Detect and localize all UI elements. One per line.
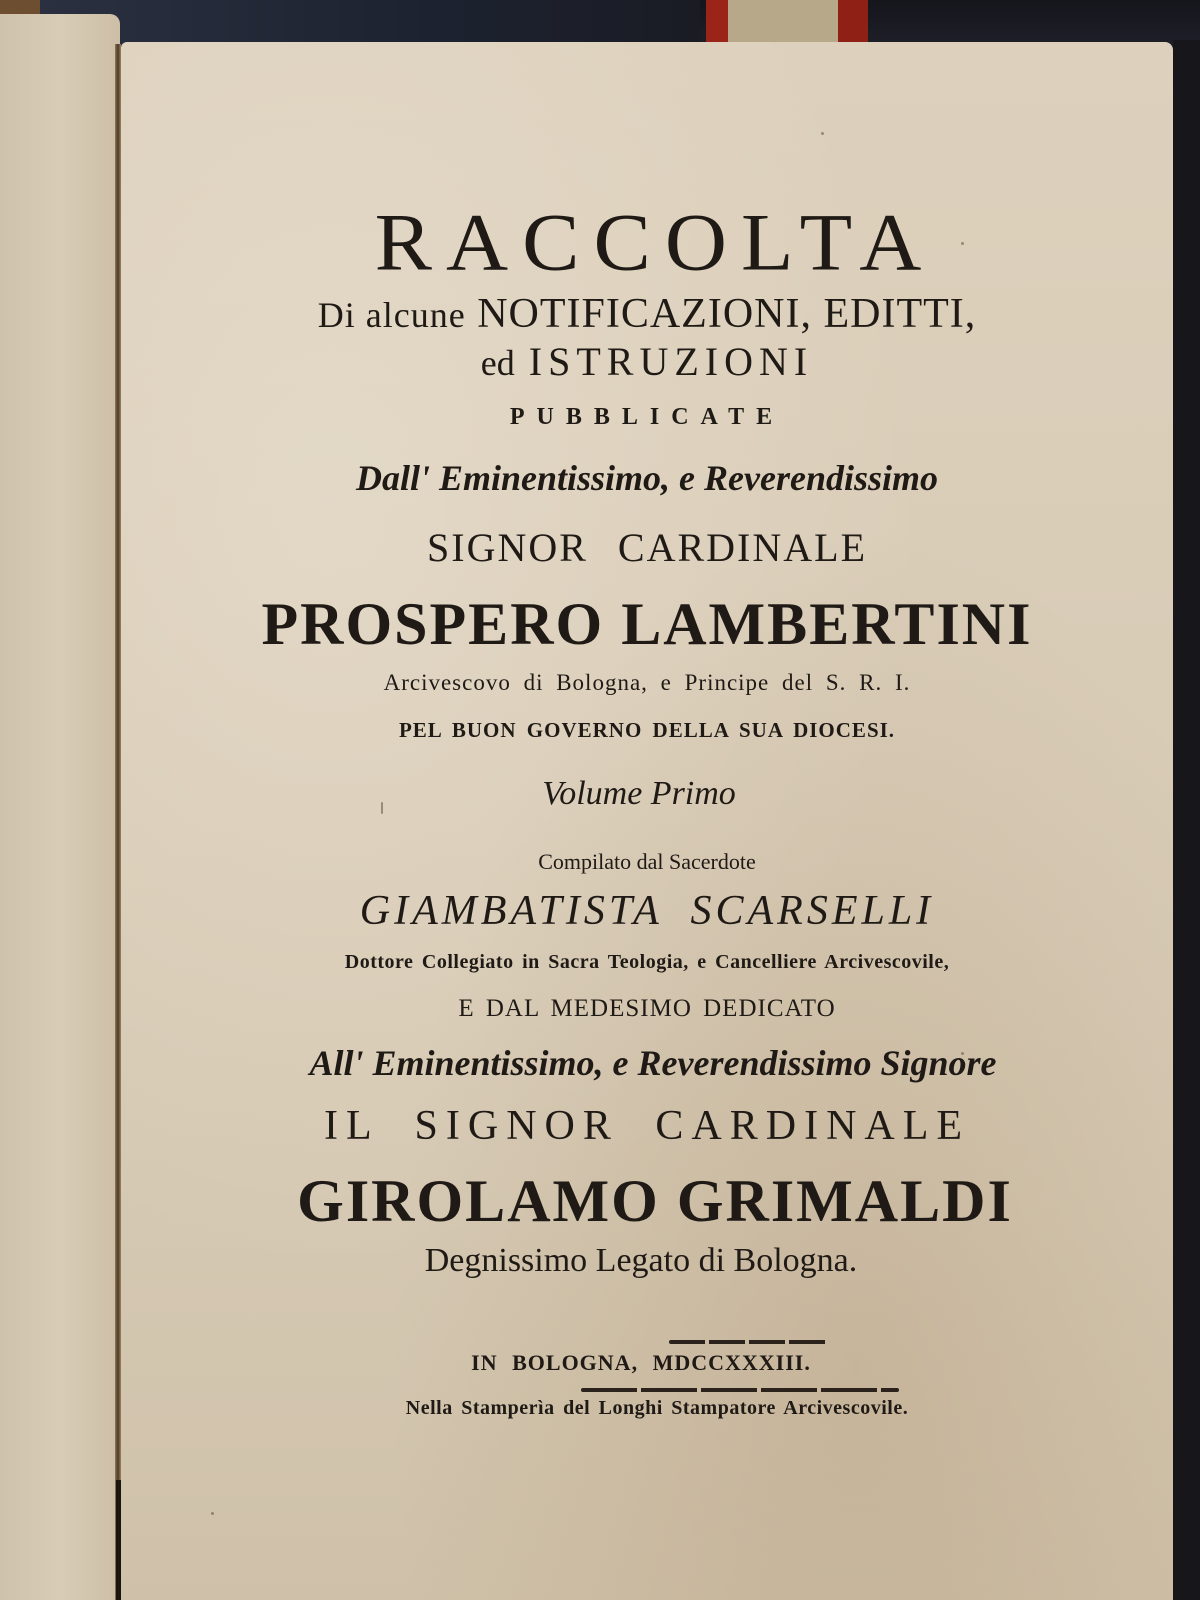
- rank-heading-2: IL SIGNOR CARDINALE: [323, 1103, 971, 1149]
- subtitle-line-1: [121, 290, 1173, 338]
- rank-heading-1: SIGNOR CARDINALE: [427, 525, 867, 570]
- compiler-name: GIAMBATISTA SCARSELLI: [359, 888, 935, 934]
- paper-speck: [821, 132, 824, 135]
- subtitle-main-2: ISTRUZIONI: [528, 339, 814, 384]
- dedicatee-title: Degnissimo Legato di Bologna.: [424, 1242, 858, 1279]
- dedication-to: All' Eminentissimo, e Reverendissimo Signore: [309, 1043, 997, 1083]
- author-title: Arcivescovo di Bologna, e Principe del S. R. I.: [383, 670, 911, 695]
- left-flyleaf: [0, 14, 120, 1600]
- subtitle-main: NOTIFICAZIONI, EDITTI,: [477, 291, 977, 337]
- background-book-cream: [728, 0, 838, 44]
- subtitle-prefix-2: ed: [480, 343, 515, 383]
- paper-speck: [211, 1512, 214, 1515]
- subtitle-prefix: Di alcune: [317, 295, 466, 335]
- published-label: PUBBLICATE: [509, 404, 785, 430]
- main-title: RACCOLTA: [374, 196, 936, 288]
- compiler-title: Dottore Collegiato in Sacra Teologia, e Cancelliere Arcivescovile,: [344, 951, 950, 973]
- by-line: Dall' Eminentissimo, e Reverendissimo: [355, 458, 939, 498]
- author-name: PROSPERO LAMBERTINI: [261, 591, 1033, 657]
- compiled-by-label: Compilato dal Sacerdote: [538, 849, 756, 874]
- dedication-intro: E DAL MEDESIMO DEDICATO: [458, 995, 836, 1022]
- purpose-line: PEL BUON GOVERNO DELLA SUA DIOCESI.: [398, 718, 896, 742]
- title-page: [121, 42, 1173, 1600]
- background-book-red-edge: [706, 0, 728, 44]
- subtitle-line-2: [121, 338, 1173, 385]
- dedicatee-name: GIROLAMO GRIMALDI: [297, 1168, 1013, 1234]
- volume-label: Volume Primo: [542, 775, 736, 812]
- background-book-red-edge-2: [838, 0, 868, 44]
- imprint-rule-top: [669, 1340, 827, 1344]
- printer-line: Nella Stamperìa del Longhi Stampatore Arcivescovile.: [405, 1397, 909, 1419]
- imprint-place-year: IN BOLOGNA, MDCCXXXIII.: [471, 1350, 811, 1375]
- imprint-rule-bottom: [581, 1388, 899, 1392]
